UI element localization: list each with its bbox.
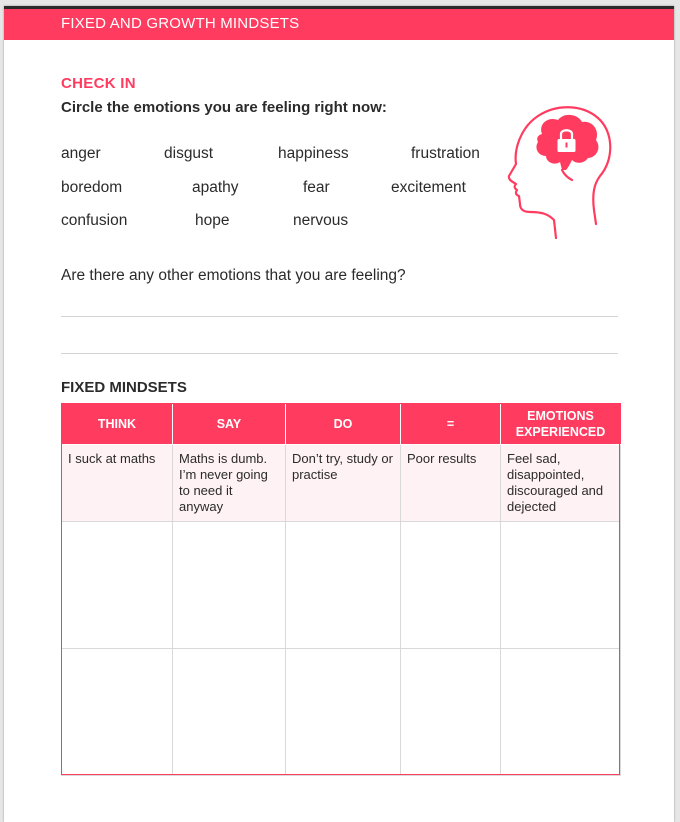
- table-row: [62, 649, 621, 776]
- example-row: [62, 445, 621, 522]
- emotion-apathy[interactable]: apathy: [192, 179, 239, 196]
- blank-emotions-cell[interactable]: [501, 649, 621, 776]
- emotion-happiness[interactable]: happiness: [278, 145, 349, 162]
- column-header-equals: =: [401, 404, 501, 445]
- blank-say-cell[interactable]: [173, 522, 286, 649]
- example-say-cell: Maths is dumb. I’m never going to need it anyway: [173, 445, 286, 522]
- example-do-cell: Don’t try, study or practise: [286, 445, 401, 522]
- header-bar: [4, 9, 674, 40]
- fixed-mindsets-table: [61, 403, 621, 776]
- page-title: FIXED AND GROWTH MINDSETS: [61, 15, 300, 32]
- emotion-boredom[interactable]: boredom: [61, 179, 123, 196]
- emotion-frustration[interactable]: frustration: [411, 145, 480, 162]
- check-in-instruction: Circle the emotions you are feeling right now:: [61, 99, 387, 116]
- column-header-say: SAY: [173, 404, 286, 445]
- emotion-excitement[interactable]: excitement: [391, 179, 466, 196]
- answer-line-1[interactable]: [61, 316, 618, 317]
- answer-line-2[interactable]: [61, 353, 618, 354]
- check-in-label: CHECK IN: [61, 75, 136, 92]
- emotion-fear[interactable]: fear: [303, 179, 330, 196]
- emotion-disgust[interactable]: disgust: [164, 145, 214, 162]
- blank-result-cell[interactable]: [401, 649, 501, 776]
- head-brain-lock-icon: [498, 98, 620, 248]
- table-row: [62, 522, 621, 649]
- blank-think-cell[interactable]: [62, 522, 173, 649]
- column-header-emotions: EMOTIONS EXPERIENCED: [501, 404, 621, 445]
- blank-result-cell[interactable]: [401, 522, 501, 649]
- emotion-hope[interactable]: hope: [195, 212, 230, 229]
- blank-do-cell[interactable]: [286, 649, 401, 776]
- emotion-confusion[interactable]: confusion: [61, 212, 128, 229]
- blank-do-cell[interactable]: [286, 522, 401, 649]
- other-emotions-question: Are there any other emotions that you are feeling?: [61, 267, 406, 284]
- column-header-think: THINK: [62, 404, 173, 445]
- blank-think-cell[interactable]: [62, 649, 173, 776]
- example-result-cell: Poor results: [401, 445, 501, 522]
- emotion-nervous[interactable]: nervous: [293, 212, 349, 229]
- emotion-anger[interactable]: anger: [61, 145, 101, 162]
- blank-emotions-cell[interactable]: [501, 522, 621, 649]
- fixed-mindsets-title: FIXED MINDSETS: [61, 379, 187, 396]
- example-think-cell: I suck at maths: [62, 445, 173, 522]
- worksheet-page: [4, 6, 674, 822]
- table-header-row: [62, 404, 621, 445]
- blank-say-cell[interactable]: [173, 649, 286, 776]
- column-header-do: DO: [286, 404, 401, 445]
- example-emotions-cell: Feel sad, disappointed, discouraged and dejected: [501, 445, 621, 522]
- top-border-line: [4, 6, 674, 9]
